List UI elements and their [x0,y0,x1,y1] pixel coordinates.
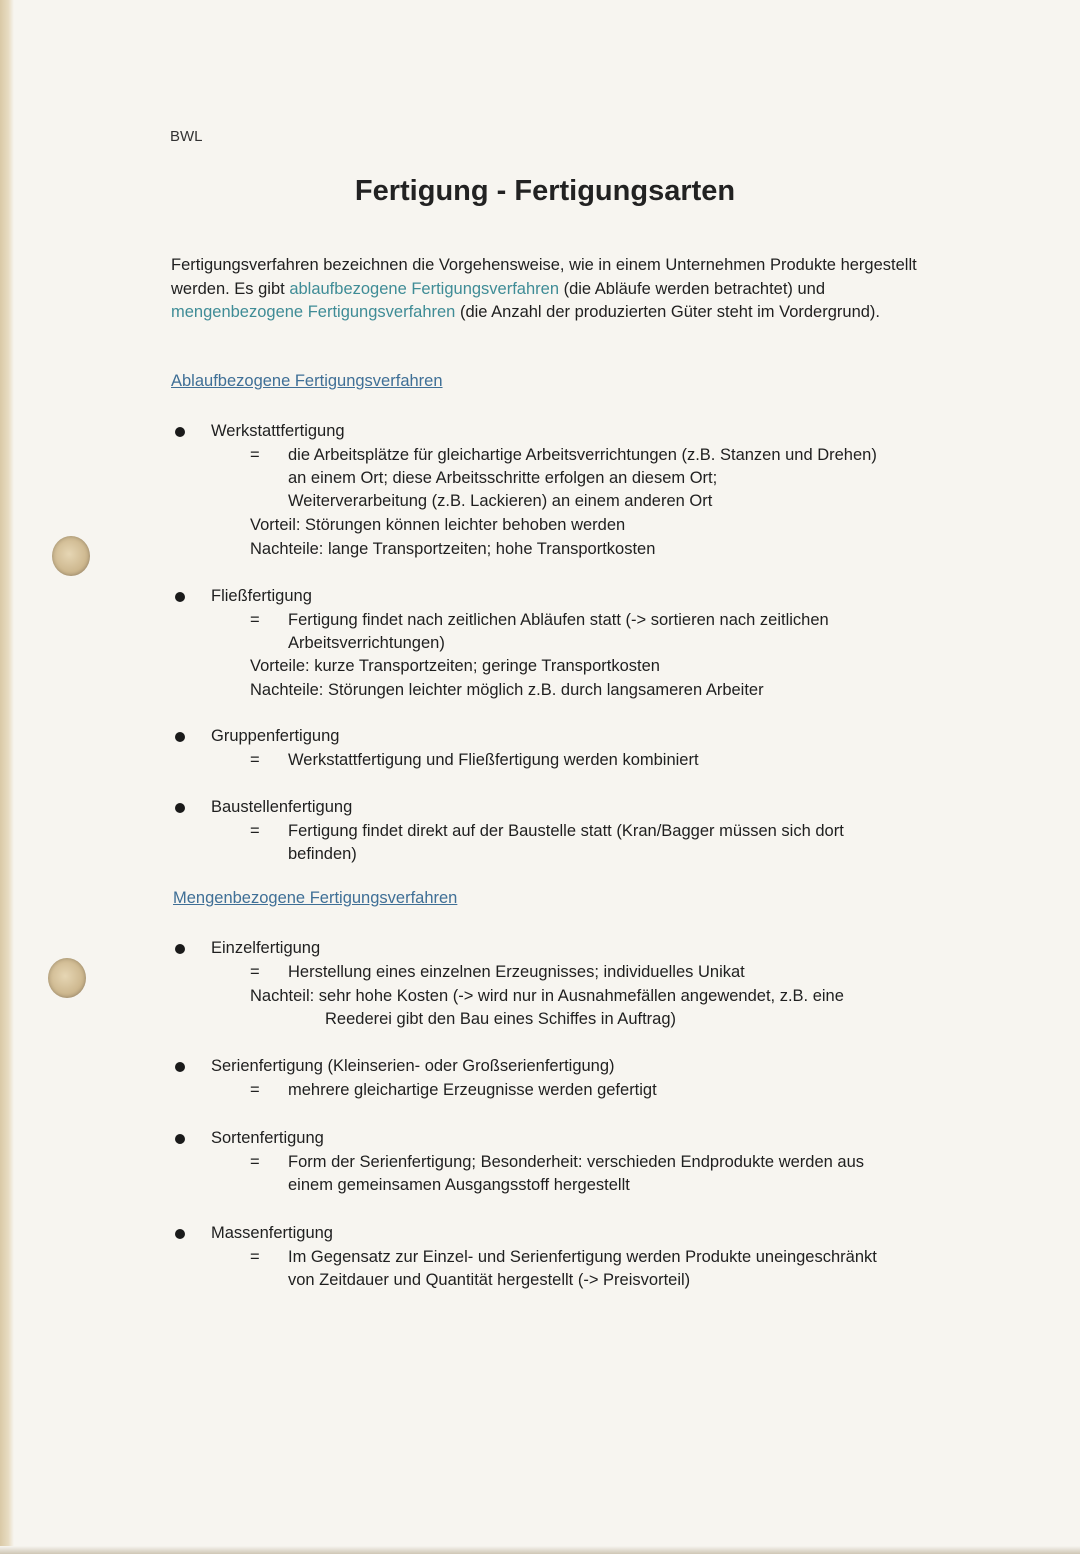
definition-line: von Zeitdauer und Quantität hergestellt (-> Preisvorteil) [288,1271,691,1289]
equals-sign: = [250,963,260,981]
disadvantage-note: Nachteile: lange Transportzeiten; hohe Transportkosten [250,540,656,558]
disadvantage-note-continuation: Reederei gibt den Bau eines Schiffes in Auftrag) [325,1010,677,1028]
equals-sign: = [250,751,260,769]
page-title: Fertigung - Fertigungsarten [354,175,736,207]
item-title: Einzelfertigung [211,939,321,957]
bullet-icon [175,592,185,602]
definition-line: Form der Serienfertigung; Besonderheit: verschieden Endprodukte werden aus [288,1153,865,1171]
section-heading-mengenbezogen: Mengenbezogene Fertigungsverfahren [173,889,458,907]
intro-term-mengenbezogen: mengenbezogene Fertigungsverfahren [171,303,456,321]
definition-line: Arbeitsverrichtungen) [288,634,445,652]
section-heading-ablaufbezogen: Ablaufbezogene Fertigungsverfahren [171,372,443,390]
intro-text-1: Fertigungsverfahren bezeichnen die Vorgehensweise, wie in einem Unternehmen Produkte hergestellt werden. Es gibt [171,256,917,298]
advantage-note: Vorteil: Störungen können leichter behoben werden [250,516,626,534]
intro-text-3: (die Anzahl der produzierten Güter steht im Vordergrund). [455,303,881,321]
intro-paragraph [171,254,931,325]
item-title: Serienfertigung (Kleinserien- oder Großserienfertigung) [211,1057,615,1075]
paper-edge [0,0,14,1554]
bullet-icon [175,803,185,813]
definition-line: mehrere gleichartige Erzeugnisse werden gefertigt [288,1081,657,1099]
definition-line: einem gemeinsamen Ausgangsstoff hergestellt [288,1176,630,1194]
equals-sign: = [250,822,260,840]
definition-line: Herstellung eines einzelnen Erzeugnisses; individuelles Unikat [288,963,745,981]
advantage-note: Vorteile: kurze Transportzeiten; geringe Transportkosten [250,657,660,675]
item-title: Gruppenfertigung [211,727,340,745]
equals-sign: = [250,446,260,464]
definition-line: Fertigung findet nach zeitlichen Abläufen statt (-> sortieren nach zeitlichen [288,611,829,629]
disadvantage-note: Nachteil: sehr hohe Kosten (-> wird nur in Ausnahmefällen angewendet, z.B. eine [250,987,844,1005]
disadvantage-note: Nachteile: Störungen leichter möglich z.B. durch langsameren Arbeiter [250,681,764,699]
equals-sign: = [250,1153,260,1171]
equals-sign: = [250,611,260,629]
definition-line: Weiterverarbeitung (z.B. Lackieren) an einem anderen Ort [288,492,713,510]
definition-line: Im Gegensatz zur Einzel- und Serienfertigung werden Produkte uneingeschränkt [288,1248,877,1266]
punch-hole-bottom [48,958,86,998]
item-title: Werkstattfertigung [211,422,345,440]
bullet-icon [175,1062,185,1072]
intro-term-ablaufbezogen: ablaufbezogene Fertigungsverfahren [289,279,560,298]
definition-line: Werkstattfertigung und Fließfertigung werden kombiniert [288,751,699,769]
item-title: Massenfertigung [211,1224,333,1242]
definition-line: Fertigung findet direkt auf der Baustelle statt (Kran/Bagger müssen sich dort [288,822,844,840]
punch-hole-top [52,536,90,576]
intro-text-2: (die Abläufe werden betrachtet) und [559,279,826,298]
bullet-icon [175,732,185,742]
definition-line: befinden) [288,845,357,863]
bullet-icon [175,944,185,954]
paper-bottom-edge [0,1546,1080,1554]
equals-sign: = [250,1248,260,1266]
equals-sign: = [250,1081,260,1099]
definition-line: die Arbeitsplätze für gleichartige Arbeitsverrichtungen (z.B. Stanzen und Drehen) [288,446,877,464]
item-title: Fließfertigung [211,587,312,605]
item-title: Baustellenfertigung [211,798,353,816]
bullet-icon [175,427,185,437]
subject-label: BWL [170,128,203,145]
definition-line: an einem Ort; diese Arbeitsschritte erfolgen an diesem Ort; [288,469,718,487]
bullet-icon [175,1134,185,1144]
item-title: Sortenfertigung [211,1129,324,1147]
bullet-icon [175,1229,185,1239]
